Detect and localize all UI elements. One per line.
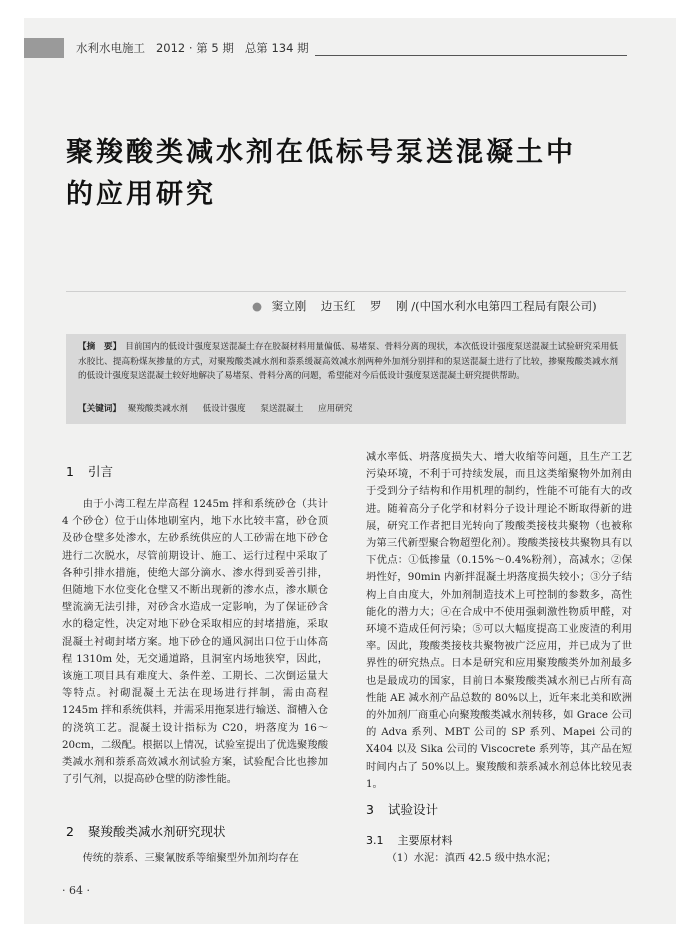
section-1-heading — [66, 462, 113, 480]
author-names: 窦立刚 边玉红 罗 刚 — [271, 299, 408, 313]
section-1-paragraph: 由于小湾工程左岸高程 1245m 拌和系统砂仓（共计 4 个砂仓）位于山体地刷室内，地下水比较丰富，砂仓顶及砂仓壁多处渗水，左砂系统供应的人工砂需在地下砂仓进行二次脱水，尽管前期设计、施工、运行过程中采取了各种引排水措施，使绝大部分滴水、渗水得到妥善引排，但随地下水位变化仓壁又不断出现新的渗水点，渗水顺仓壁流滴无法引排，对砂含水造成一定影响，为了保证砂含水的稳定性，决定对地下砂仓采取相应的封堵措施，采取混凝土衬砌封堵方案。地下砂仓的通风洞出口位于山体高程 1310m 处，无交通道路，且洞室内场地狭窄，因此，该施工项目具有难度大、条件差、工期长、二次倒运量大等特点。衬砌混凝土无法在现场进行拌制，需由高程 1245m 拌和系统供料，并需采用拖泵进行输送、溜槽入仓的浇筑工艺。混凝土设计指标为 C20，坍落度为 16～20cm，二级配。根据以上情况，试验室提出了优选聚羧酸类减水剂和萘系高效减水剂试验方案，试验配合比也掺加了引气剂，以提高砂仓壁的防渗性能。 — [62, 498, 328, 786]
section-3-title: 试验设计 — [387, 802, 438, 817]
subsection-3-1-number: 3.1 — [366, 834, 384, 847]
section-2-body-cont — [366, 449, 632, 793]
section-1-title: 引言 — [87, 464, 113, 479]
article-title — [66, 132, 636, 216]
keyword: 聚羧酸类减水剂 — [127, 404, 188, 414]
abstract-label: 【摘 要】 — [78, 342, 122, 352]
title-line-1: 聚羧酸类减水剂在低标号泵送混凝土中 — [66, 137, 576, 168]
keyword: 应用研究 — [318, 404, 353, 414]
title-line-2: 的应用研究 — [66, 179, 216, 210]
section-1-number: 1 — [66, 464, 74, 479]
keyword: 低设计强度 — [202, 404, 246, 414]
journal-name: 水利水电施工 — [76, 41, 145, 55]
keywords — [78, 402, 618, 414]
section-2-title: 聚羧酸类减水剂研究现状 — [87, 824, 226, 839]
page-number: · 64 · — [62, 884, 90, 897]
section-2-paragraph-cont: 减水率低、坍落度损失大、增大收缩等问题，且生产工艺污染环境，不利于可持续发展，而且这类缩聚物外加剂由于受到分子结构和作用机理的制约，性能不可能有大的改进。随着高分子化学和材料分子设计理论不断取得新的进展，研究工作者把目光转向了羧酸类接枝共聚物（也被称为第三代新型聚合物超塑化剂）。羧酸类接枝共聚物具有以下优点：①低掺量（0.15%～0.4%粉剂），高减水；②保坍性好，90min 内新拌混凝土坍落度损失较小；③分子结构上自由度大，外加剂制造技术上可控制的参数多，高性能化的潜力大；④在合成中不使用强刺激性物质甲醛，对环境不造成任何污染；⑤可以大幅度提高工业废渣的利用率。因此，羧酸类接枝共聚物被广泛应用，并已成为了世界性的研究热点。日本是研究和应用聚羧酸类外加剂最多也是最成功的国家，目前日本聚羧酸类减水剂已占所有高性能 AE 减水剂产品总数的 80%以上，近年来北美和欧洲的外加剂厂商重心向聚羧酸类减水剂转移，如 Grace 公司的 Adva 系列、MBT 公司的 SP 系列、Mapei 公司的 X404 以及 Sika 公司的 Viscocrete 系列等，其产品在短时间内占了 50%以上。聚羧酸和萘系减水剂总体比较见表 1。 — [366, 451, 632, 790]
subsection-3-1-title: 主要原材料 — [397, 834, 453, 847]
authors-line — [252, 298, 597, 314]
section-1-body — [62, 496, 328, 788]
material-item-1: （1）水泥：滇西 42.5 级中热水泥； — [386, 852, 557, 864]
section-3-heading — [366, 800, 438, 818]
section-2-paragraph-start: 传统的萘系、三聚氰胺系等缩聚型外加剂均存在 — [82, 852, 299, 864]
journal-total-issue: 总第 134 期 — [244, 41, 309, 55]
journal-header — [76, 40, 309, 56]
section-3-number: 3 — [366, 802, 374, 817]
bullet-icon: ● — [252, 299, 263, 313]
subsection-3-1-body — [366, 850, 632, 867]
keywords-label: 【关键词】 — [78, 404, 121, 414]
author-affiliation: /(中国水利水电第四工程局有限公司) — [411, 299, 597, 313]
subsection-3-1-heading — [366, 832, 453, 848]
journal-issue: 2012 · 第 5 期 — [155, 41, 234, 55]
abstract-text: 目前国内的低设计强度泵送混凝土存在胶凝材料用量偏低、易堵泵、骨料分离的现状，本次低设计强度泵送混凝土试验研究采用低水胶比、提高粉煤灰掺量的方式，对聚羧酸类减水剂和萘系缓凝高效减水剂两种外加剂分别拌和的泵送混凝土进行了比较，掺聚羧酸类减水剂的低设计强度泵送混凝土较好地解决了易堵泵、骨料分离的问题，希望能对今后低设计强度泵送混凝土研究提供帮助。 — [78, 342, 618, 382]
section-2-number: 2 — [66, 824, 74, 839]
header-gray-block — [24, 38, 64, 58]
abstract — [78, 340, 618, 384]
keyword: 泵送混凝土 — [260, 404, 304, 414]
section-2-heading — [66, 822, 225, 840]
header-rule — [315, 55, 627, 56]
title-divider — [66, 291, 626, 292]
section-2-body-start — [62, 850, 328, 867]
